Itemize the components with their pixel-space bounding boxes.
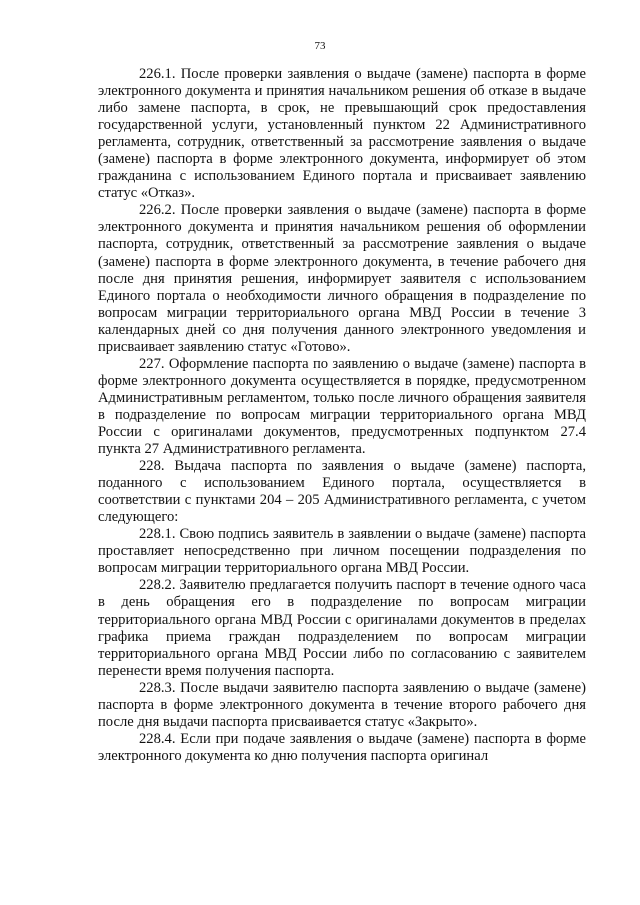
page-number: 73 bbox=[314, 40, 326, 52]
paragraph-228-4: 228.4. Если при подаче заявления о выдаче (замене) паспорта в форме электронного документа ко дню получения паспорта оригинал bbox=[98, 730, 586, 764]
paragraph-228-1: 228.1. Свою подпись заявитель в заявлении о выдаче (замене) паспорта проставляет непосредственно при личном посещении подразделения по вопросам миграции территориального органа МВД России. bbox=[98, 526, 586, 577]
paragraph-228: 228. Выдача паспорта по заявления о выдаче (замене) паспорта, поданного с использованием Единого портала, осуществляется в соответствии с пунктами 204 – 205 Административного регламента, с учетом следующего: bbox=[98, 458, 586, 526]
paragraph-228-2: 228.2. Заявителю предлагается получить паспорт в течение одного часа в день обращения его в подразделение по вопросам миграции территориального органа МВД России с оригиналами документов в пределах графика приема граждан подразделением по вопросам миграции территориального органа МВД России либо по согласованию с заявителем перенести время получения паспорта. bbox=[98, 577, 586, 679]
paragraph-226-1: 226.1. После проверки заявления о выдаче (замене) паспорта в форме электронного документа и принятия начальником решения об отказе в выдаче либо замене паспорта, в срок, не превышающий срок предоставления государственной услуги, установленный пунктом 22 Административного регламента, сотрудник, ответственный за рассмотрение заявления о выдаче (замене) паспорта в форме электронного документа, информирует об этом гражданина с использованием Единого портала и присваивает заявлению статус «Отказ». bbox=[98, 66, 586, 202]
paragraph-227: 227. Оформление паспорта по заявлению о выдаче (замене) паспорта в форме электронного документа осуществляется в порядке, предусмотренном Административным регламентом, только после личного обращения заявителя в подразделение по вопросам миграции территориального органа МВД России с оригиналами документов, предусмотренных подпунктом 27.4 пункта 27 Административного регламента. bbox=[98, 355, 586, 458]
document-body bbox=[98, 66, 586, 765]
paragraph-228-3: 228.3. После выдачи заявителю паспорта заявлению о выдаче (замене) паспорта в форме электронного документа в течение второго рабочего дня после дня выдачи паспорта присваивается статус «Закрыто». bbox=[98, 679, 586, 730]
paragraph-226-2: 226.2. После проверки заявления о выдаче (замене) паспорта в форме электронного документа и принятия начальником решения об оформлении паспорта, сотрудник, ответственный за рассмотрение заявления о выдаче (замене) паспорта в форме электронного документа, в течение рабочего дня после дня принятия решения, информирует заявителя с использованием Единого портала о необходимости личного обращения в подразделение по вопросам миграции территориального органа МВД России в течение 3 календарных дней со дня получения данного электронного уведомления и присваивает заявлению статус «Готово». bbox=[98, 202, 586, 355]
